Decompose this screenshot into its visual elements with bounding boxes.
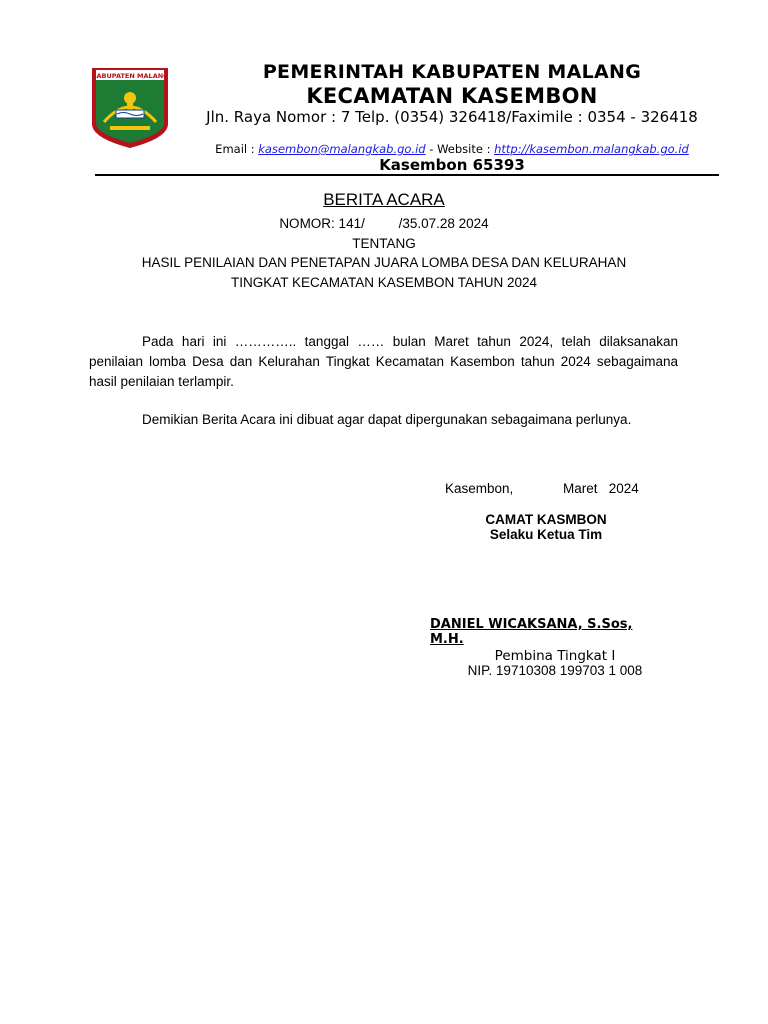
kabupaten-malang-logo — [90, 66, 170, 150]
document-subject-line1: HASIL PENILAIAN DAN PENETAPAN JUARA LOMBA DESA DAN KELURAHAN — [141, 255, 627, 270]
signature-name: DANIEL WICAKSANA, S.Sos, M.H. — [430, 617, 633, 647]
letterhead-postal: Kasembon 65393 — [379, 156, 525, 174]
body-paragraph-2: Demikian Berita Acara ini dibuat agar dapat dipergunakan sebagaimana perlunya. — [142, 412, 632, 427]
letterhead-government: PEMERINTAH KABUPATEN MALANG — [262, 61, 642, 83]
letterhead-contact — [160, 142, 744, 156]
email-label: Email : — [215, 142, 259, 156]
letterhead-address: Jln. Raya Nomor : 7 Telp. (0354) 326418/Faximile : 0354 - 326418 — [206, 108, 698, 126]
email-link[interactable]: kasembon@malangkab.go.id — [258, 142, 426, 156]
document-subject-line2: TINGKAT KECAMATAN KASEMBON TAHUN 2024 — [230, 275, 538, 290]
signature-position: CAMAT KASMBON — [485, 512, 607, 527]
letterhead-district: KECAMATAN KASEMBON — [306, 84, 598, 108]
document-about: TENTANG — [352, 236, 416, 251]
website-label: - Website : — [425, 142, 495, 156]
signature-place: Kasembon, — [445, 481, 514, 496]
body-paragraph-1: Pada hari ini ………….. tanggal …… bulan Maret tahun 2024, telah dilaksanakan penilaian lomba Desa dan Kelurahan Tingkat Kecamatan Kasembon tahun 2024 sebagaimana hasil penilaian terlampir. — [89, 334, 678, 389]
signature-role: Selaku Ketua Tim — [489, 527, 603, 542]
website-link[interactable]: http://kasembon.malangkab.go.id — [494, 142, 689, 156]
signature-date: Maret 2024 — [563, 481, 639, 496]
logo-text: KABUPATEN MALANG — [91, 72, 169, 80]
document-title: BERITA ACARA — [323, 190, 445, 209]
document-number: NOMOR: 141/ /35.07.28 2024 — [279, 216, 489, 231]
signature-rank: Pembina Tingkat I — [494, 648, 616, 664]
signature-nip: NIP. 19710308 199703 1 008 — [467, 663, 643, 678]
letterhead-divider — [95, 174, 719, 176]
